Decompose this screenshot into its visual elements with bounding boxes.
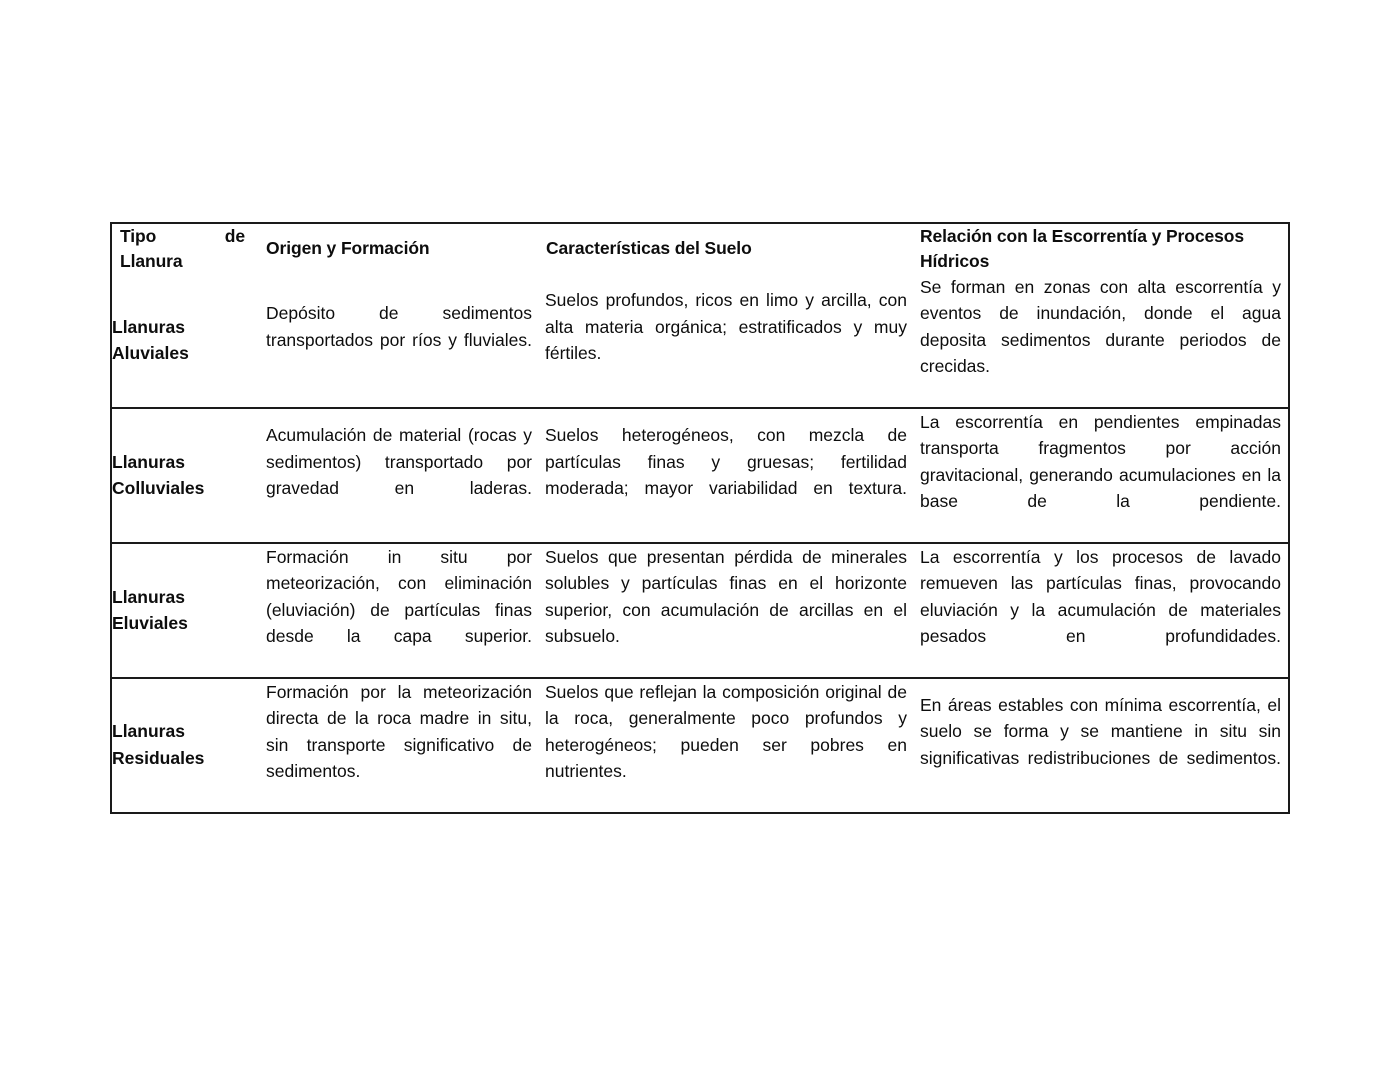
- tipo-line-1: Llanuras: [112, 721, 185, 742]
- tipo-line-1: Llanuras: [112, 451, 185, 472]
- caracteristicas-text: Suelos que reflejan la composición original de la roca, generalmente poco profundos y heterogéneos; pueden ser pobres en nutrientes.: [545, 681, 907, 782]
- cell-origen-formacion: [255, 543, 534, 678]
- table-header: [111, 223, 1289, 274]
- tipo-line-2: Colluviales: [112, 478, 205, 499]
- cell-origen-formacion: [255, 274, 534, 408]
- cell-relacion-escorrentia: [909, 274, 1289, 408]
- table-body: [111, 274, 1289, 813]
- table-header-row: [111, 223, 1289, 274]
- cell-relacion-escorrentia: [909, 408, 1289, 543]
- table-row: [111, 678, 1289, 813]
- column-header-caracteristicas-suelo: Características del Suelo: [546, 238, 752, 259]
- relacion-text: La escorrentía y los procesos de lavado remueven las partículas finas, provocando eluviación y la acumulación de materiales pesados en profundidades.: [920, 546, 1281, 647]
- relacion-text: Se forman en zonas con alta escorrentía y eventos de inundación, donde el agua deposita sedimentos durante periodos de crecidas.: [920, 276, 1281, 377]
- cell-tipo-llanura: [111, 274, 255, 408]
- relacion-text: En áreas estables con mínima escorrentía, el suelo se forma y se mantiene in situ sin significativas redistribuciones de sedimentos.: [920, 694, 1281, 769]
- table-row: [111, 274, 1289, 408]
- caracteristicas-text: Suelos que presentan pérdida de minerales solubles y partículas finas en el horizonte superior, con acumulación de arcillas en el subsuelo.: [545, 546, 907, 647]
- cell-caracteristicas-suelo: [534, 274, 909, 408]
- relacion-text: La escorrentía en pendientes empinadas transporta fragmentos por acción gravitacional, generando acumulaciones en la base de la pendiente.: [920, 411, 1281, 512]
- column-header-origen-formacion: Origen y Formación: [266, 238, 430, 259]
- cell-origen-formacion: [255, 408, 534, 543]
- column-header-relacion-escorrentia: Relación con la Escorrentía y Procesos Hídricos: [920, 226, 1244, 271]
- cell-caracteristicas-suelo: [534, 543, 909, 678]
- cell-caracteristicas-suelo: [534, 408, 909, 543]
- origen-text: Formación por la meteorización directa de la roca madre in situ, sin transporte significativo de sedimentos.: [266, 681, 532, 782]
- origen-text: Depósito de sedimentos transportados por ríos y fluviales.: [266, 303, 532, 350]
- origen-text: Acumulación de material (rocas y sedimentos) transportado por gravedad en laderas.: [266, 424, 532, 499]
- column-header-tipo-llanura: Tipo de Llanura: [120, 226, 245, 271]
- tipo-line-1: Llanuras: [112, 316, 185, 337]
- cell-relacion-escorrentia: [909, 678, 1289, 813]
- cell-tipo-llanura: [111, 678, 255, 813]
- cell-origen-formacion: [255, 678, 534, 813]
- cell-tipo-llanura: [111, 408, 255, 543]
- tipo-line-2: Eluviales: [112, 613, 188, 634]
- origen-text: Formación in situ por meteorización, con eliminación (eluviación) de partículas finas desde la capa superior.: [266, 546, 532, 647]
- tipo-line-2: Aluviales: [112, 343, 189, 364]
- soil-table-container: [110, 222, 1288, 814]
- table-row: [111, 408, 1289, 543]
- cell-tipo-llanura: [111, 543, 255, 678]
- cell-relacion-escorrentia: [909, 543, 1289, 678]
- caracteristicas-text: Suelos heterogéneos, con mezcla de partículas finas y gruesas; fertilidad moderada; mayor variabilidad en textura.: [545, 424, 907, 499]
- table-row: [111, 543, 1289, 678]
- tipo-line-1: Llanuras: [112, 586, 185, 607]
- cell-caracteristicas-suelo: [534, 678, 909, 813]
- tipo-line-2: Residuales: [112, 748, 205, 769]
- plain-types-table: [110, 222, 1290, 814]
- caracteristicas-text: Suelos profundos, ricos en limo y arcilla, con alta materia orgánica; estratificados y muy fértiles.: [545, 289, 907, 364]
